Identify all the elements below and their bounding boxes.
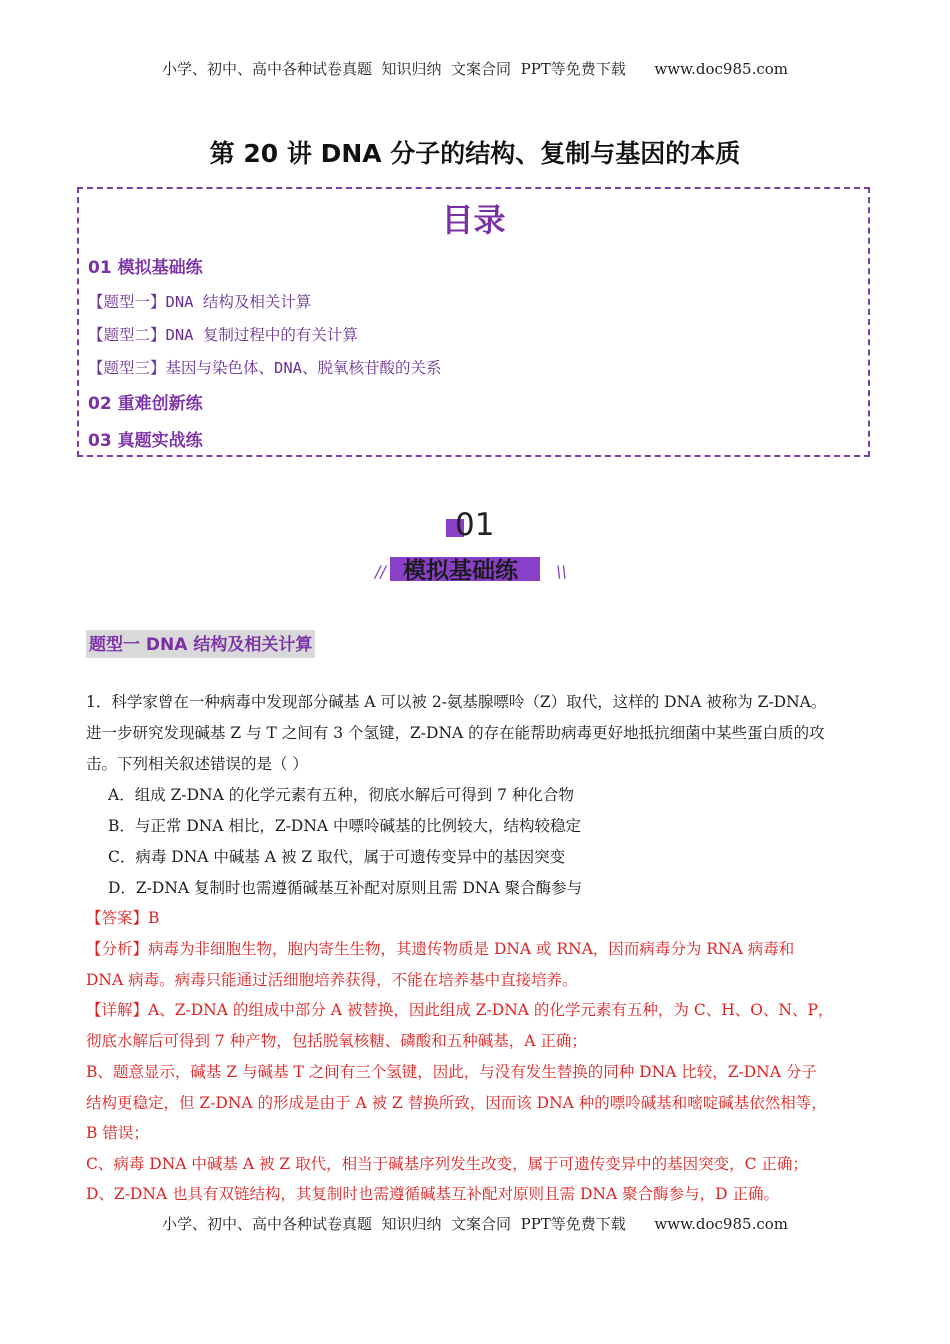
question-stem-line: 击。下列相关叙述错误的是（ ） — [86, 755, 308, 773]
page-title: 第 20 讲 DNA 分子的结构、复制与基因的本质 — [209, 139, 741, 168]
table-of-contents — [77, 187, 870, 457]
answer-line — [86, 906, 159, 928]
detail-tag: 【详解】 — [86, 1001, 149, 1019]
detail-line: 结构更稳定，但 Z-DNA 的形成是由于 A 被 Z 替换所致，因而该 DNA 种的嘌呤碱基和嘧啶碱基依然相等， — [86, 1094, 827, 1112]
question-stem-line: 进一步研究发现碱基 Z 与 T 之间有 3 个氢键，Z-DNA 的存在能帮助病毒更好地抵抗细菌中某些蛋白质的攻 — [86, 724, 825, 742]
question-stem-line: 1．科学家曾在一种病毒中发现部分碱基 A 可以被 2-氨基腺嘌呤（Z）取代，这样的 DNA 被称为 Z-DNA。 — [86, 693, 827, 711]
option-b: B．与正常 DNA 相比，Z-DNA 中嘌呤碱基的比例较大，结构较稳定 — [108, 817, 582, 835]
badge-number: 01 — [455, 507, 495, 543]
option-d: D．Z-DNA 复制时也需遵循碱基互补配对原则且需 DNA 聚合酶参与 — [108, 879, 583, 897]
toc-item-01[interactable]: 01 模拟基础练 — [88, 258, 203, 278]
section-badge — [375, 505, 575, 585]
toc-heading: 目录 — [441, 201, 506, 239]
analysis-line — [86, 937, 794, 959]
option-a: A．组成 Z-DNA 的化学元素有五种，彻底水解后可得到 7 种化合物 — [108, 786, 574, 804]
detail-line — [86, 998, 833, 1020]
toc-item-type1[interactable]: 【题型一】DNA 结构及相关计算 — [88, 293, 312, 311]
detail-line: B 错误； — [86, 1124, 149, 1142]
detail-line: B、题意显示，碱基 Z 与碱基 T 之间有三个氢键，因此，与没有发生替换的同种 DNA 比较，Z-DNA 分子 — [86, 1063, 817, 1081]
answer-value: B — [148, 909, 160, 927]
section-heading: 题型一 DNA 结构及相关计算 — [86, 630, 315, 658]
option-c: C．病毒 DNA 中碱基 A 被 Z 取代，属于可遗传变异中的基因突变 — [108, 848, 566, 866]
analysis-line: DNA 病毒。病毒只能通过活细胞培养获得，不能在培养基中直接培养。 — [86, 971, 578, 989]
detail-line: 彻底水解后可得到 7 种产物，包括脱氧核糖、磷酸和五种碱基，A 正确； — [86, 1032, 587, 1050]
toc-item-03[interactable]: 03 真题实战练 — [88, 431, 203, 451]
left-slash-decoration: // — [375, 562, 386, 581]
toc-item-type2[interactable]: 【题型二】DNA 复制过程中的有关计算 — [88, 326, 358, 344]
detail-line: D、Z-DNA 也具有双链结构，其复制时也需遵循碱基互补配对原则且需 DNA 聚合酶参与，D 正确。 — [86, 1185, 779, 1203]
right-slash-decoration: \\ — [556, 562, 567, 581]
analysis-tag: 【分析】 — [86, 940, 149, 958]
toc-item-02[interactable]: 02 重难创新练 — [88, 394, 203, 414]
detail-text: A、Z-DNA 的组成中部分 A 被替换，因此组成 Z-DNA 的化学元素有五种，为 C、H、O、N、P， — [148, 1001, 834, 1019]
answer-tag: 【答案】 — [86, 909, 149, 927]
page-footer: 小学、初中、高中各种试卷真题 知识归纳 文案合同 PPT等免费下载 www.doc985.com — [161, 1215, 788, 1233]
badge-label: 模拟基础练 — [403, 558, 518, 584]
page-header: 小学、初中、高中各种试卷真题 知识归纳 文案合同 PPT等免费下载 www.doc985.com — [161, 60, 788, 78]
detail-line: C、病毒 DNA 中碱基 A 被 Z 取代，相当于碱基序列发生改变，属于可遗传变异中的基因突变，C 正确； — [86, 1155, 808, 1173]
analysis-text: 病毒为非细胞生物，胞内寄生生物，其遗传物质是 DNA 或 RNA，因而病毒分为 RNA 病毒和 — [148, 940, 795, 958]
toc-item-type3[interactable]: 【题型三】基因与染色体、DNA、脱氧核苷酸的关系 — [88, 359, 442, 377]
